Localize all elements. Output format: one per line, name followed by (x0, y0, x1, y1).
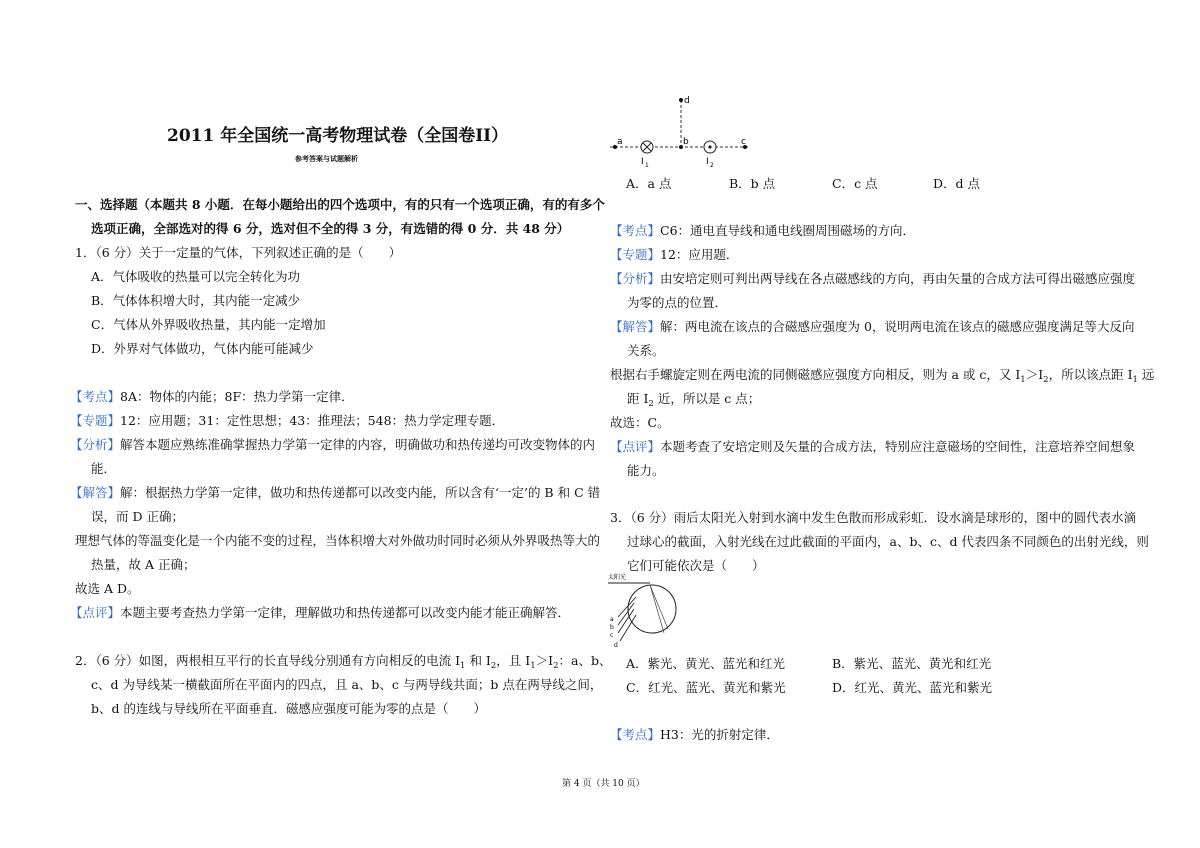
q2-fenxi (610, 270, 1135, 287)
refracted-ray (650, 585, 664, 633)
q2-zhuanti (610, 246, 738, 263)
q2-jieda-part: 远 (1137, 367, 1155, 382)
point-d (679, 98, 683, 102)
q2-jieda-4 (627, 390, 760, 413)
label-b: b (610, 624, 614, 631)
section-heading-line2: 选项正确，全部选对的得 6 分，选对但不全的得 3 分，有选错的得 0 分．共 48 分） (91, 221, 570, 236)
q2-stem-part: ＞I (535, 653, 554, 668)
q2-jieda-text: 解：两电流在该点的合磁感应强度为 0，说明两电流在该点的磁感应强度满足等大反向 (660, 319, 1135, 334)
q1-jieda-4: 热量，故 A 正确； (91, 557, 196, 572)
label-c: c (741, 137, 746, 147)
q3-stem-line1: 3．（6 分）雨后太阳光入射到水滴中发生色散而形成彩虹．设水滴是球形的，图中的圆代表水滴 (610, 510, 1137, 525)
subscript: 2 (1043, 375, 1049, 385)
label-a: a (617, 137, 623, 147)
label-d: d (684, 96, 690, 106)
q2-option-c: C．c 点 (832, 176, 878, 191)
q1-kaodian (70, 388, 354, 405)
q2-dianping (610, 438, 1135, 455)
q2-option-a: A．a 点 (626, 176, 672, 191)
page-title: 2011 年全国统一高考物理试卷（全国卷II） (167, 126, 509, 146)
subscript: 1 (530, 661, 536, 671)
q1-option-b: B．气体体积增大时，其内能一定减少 (91, 293, 301, 308)
q3-option-d: D．红光、黄光、蓝光和紫光 (832, 680, 993, 695)
q2-jieda-part: 根据右手螺旋定则在两电流的同侧磁感应强度方向相反，则为 a 或 c，又 I (610, 367, 1021, 382)
section-heading-line1: 一、选择题（本题共 8 小题．在每小题给出的四个选项中，有的只有一个选项正确，有的有多个 (75, 197, 605, 212)
q3-option-a: A．紫光、黄光、蓝光和红光 (626, 656, 786, 671)
q1-fenxi-text: 解答本题应熟练准确掌握热力学第一定律的内容，明确做功和热传递均可改变物体的内 (120, 437, 596, 452)
dianping-tag: 【点评】 (70, 605, 121, 620)
q2-fenxi-text: 由安培定则可判出两导线在各点磁感线的方向，再由矢量的合成方法可得出磁感应强度 (660, 271, 1136, 286)
label-i1-sub: 1 (645, 162, 649, 169)
label-i2-sub: 2 (710, 162, 714, 169)
q3-option-c: C．红光、蓝光、黄光和紫光 (626, 680, 786, 695)
q3-figure (606, 571, 676, 651)
q2-dianping-cont: 能力。 (627, 463, 665, 478)
refracted-ray (650, 585, 668, 629)
q1-stem: 1．（6 分）关于一定量的气体，下列叙述正确的是（ ） (75, 245, 402, 260)
dianping-tag: 【点评】 (610, 439, 661, 454)
q1-zhuanti (70, 412, 504, 429)
label-c: c (610, 632, 614, 639)
q2-stem-line2: c、d 为导线某一横截面所在平面内的四点，且 a、b、c 与两导线共面；b 点在两导线之间， (91, 677, 603, 692)
q2-zhuanti-text: 12：应用题． (660, 247, 739, 262)
q2-dianping-text: 本题考查了安培定则及矢量的合成方法，特别应注意磁场的空间性，注意培养空间想象 (660, 439, 1136, 454)
zhuanti-tag: 【专题】 (70, 413, 121, 428)
q1-jieda-2: 误，而 D 正确； (91, 509, 184, 524)
zhuanti-tag: 【专题】 (610, 247, 661, 262)
q2-jieda-2: 关系。 (627, 343, 665, 358)
label-i2: I (706, 157, 709, 167)
q3-option-b: B．紫光、蓝光、黄光和红光 (832, 656, 992, 671)
q1-dianping-text: 本题主要考查热力学第一定律，理解做功和热传递都可以改变内能才能正确解答． (120, 605, 571, 620)
q1-jieda-5: 故选 A D。 (75, 581, 140, 596)
kaodian-tag: 【考点】 (610, 223, 661, 238)
q2-stem-line3: b、d 的连线与导线所在平面垂直．磁感应强度可能为零的点是（ ） (91, 701, 486, 716)
q1-option-a: A．气体吸收的热量可以完全转化为功 (91, 269, 301, 284)
q2-option-d: D．d 点 (933, 176, 980, 191)
q3-kaodian-text: H3：光的折射定律． (660, 727, 779, 742)
q2-figure (607, 92, 757, 172)
q2-jieda-3 (610, 366, 1154, 389)
q2-jieda-part: 距 I (627, 391, 649, 406)
exit-ray-a (618, 597, 636, 617)
dot-mark (708, 145, 711, 148)
fenxi-tag: 【分析】 (70, 437, 121, 452)
page-subtitle: 参考答案与试题解析 (295, 154, 358, 163)
q1-jieda (70, 484, 600, 501)
q2-fenxi-cont: 为零的点的位置． (627, 295, 728, 310)
q3-kaodian (610, 726, 779, 743)
q1-kaodian-text: 8A：物体的内能；8F：热力学第一定律． (120, 389, 354, 404)
q2-jieda-part: 近，所以是 c 点； (653, 391, 761, 406)
label-d: d (614, 642, 618, 649)
q2-option-b: B．b 点 (729, 176, 776, 191)
label-a: a (610, 616, 614, 623)
q1-fenxi-cont: 能． (91, 461, 117, 476)
q2-jieda-part: ＞I (1025, 367, 1044, 382)
fenxi-tag: 【分析】 (610, 271, 661, 286)
q1-jieda-text: 解：根据热力学第一定律，做功和热传递都可以改变内能，所以含有‘一定’的 B 和 C 错 (120, 485, 601, 500)
subscript: 2 (490, 661, 497, 671)
q1-dianping (70, 604, 570, 621)
subscript: 2 (553, 661, 559, 671)
q3-stem-line3: 它们可能依次是（ ） (627, 558, 765, 573)
q2-jieda (610, 318, 1134, 335)
q1-jieda-3: 理想气体的等温变化是一个内能不变的过程，当体积增大对外做功时同时必须从外界吸热等大的 (75, 533, 601, 548)
subscript: 2 (648, 399, 654, 409)
q2-stem-part: 2．（6 分）如图，两根相互平行的长直导线分别通有方向相反的电流 I (75, 653, 461, 668)
label-sunlight: 太阳光 (608, 574, 627, 581)
q2-kaodian (610, 222, 915, 239)
q3-stem-line2: 过球心的截面，入射光线在过此截面的平面内，a、b、c、d 代表四条不同颜色的出射光线，则 (627, 534, 1149, 549)
subscript: 1 (1132, 375, 1138, 385)
q1-zhuanti-text: 12：应用题；31：定性思想；43：推理法；548：热力学定理专题． (120, 413, 505, 428)
subscript: 1 (460, 661, 466, 671)
q2-jieda-part: ，所以该点距 I (1048, 367, 1133, 382)
q2-stem-line1 (75, 652, 611, 675)
label-b: b (683, 137, 689, 147)
q1-fenxi (70, 436, 595, 453)
q2-stem-part: ：a、b、 (558, 653, 612, 668)
q1-option-c: C．气体从外界吸收热量，其内能一定增加 (91, 317, 326, 332)
q2-stem-part: 和 I (465, 653, 491, 668)
q2-jieda-5: 故选：C。 (610, 415, 670, 430)
kaodian-tag: 【考点】 (610, 727, 661, 742)
q2-stem-part: ，且 I (496, 653, 531, 668)
jieda-tag: 【解答】 (70, 485, 121, 500)
q1-option-d: D．外界对气体做功，气体内能可能减少 (91, 341, 314, 356)
q2-kaodian-text: C6：通电直导线和通电线圈周围磁场的方向． (660, 223, 916, 238)
subscript: 1 (1020, 375, 1026, 385)
kaodian-tag: 【考点】 (70, 389, 121, 404)
page-footer: 第 4 页（共 10 页） (562, 779, 645, 789)
label-i1: I (641, 157, 644, 167)
jieda-tag: 【解答】 (610, 319, 661, 334)
